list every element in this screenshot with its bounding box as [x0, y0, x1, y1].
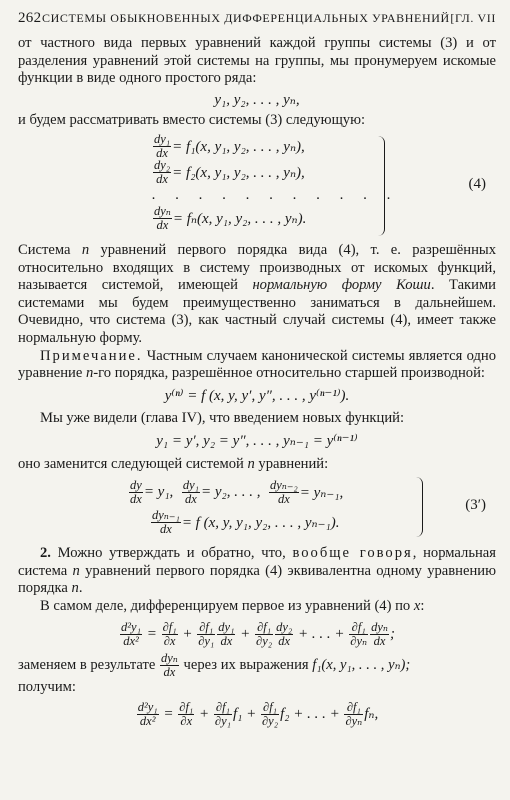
system-4-row-1-rhs: = f₁(x, y₁, y₂, . . . , yₙ), — [172, 139, 305, 156]
paragraph-4 — [18, 348, 496, 383]
text-span: , нормальная система — [18, 545, 496, 579]
text-span: уравнений первого порядка вида (4), т. е. разрешённых относительно входящих в систему производных от искомых функций, называется системой, имеющей — [18, 241, 497, 294]
rhs: = yₙ₋₁, — [299, 484, 344, 501]
text-span: заменяем в результате — [18, 657, 156, 674]
fraction: $\frac{\text{∂f₁}}{\partial x}$ — [179, 700, 194, 729]
fraction: $\frac{\text{dy₁}}{dx}$ — [218, 620, 235, 649]
system-4-row-1 — [152, 134, 399, 160]
fraction: $\frac{\text{dy₂}}{dx}$ — [276, 620, 293, 649]
equals-sign: = — [146, 626, 157, 643]
f2-symbol: f₂ — [280, 706, 290, 722]
fraction: $\frac{\text{dyₙ₋₂}}{dx}$ — [269, 477, 298, 506]
fraction: $\frac{\text{∂f₁}}{\text{∂y₁}}$ — [198, 620, 215, 649]
math-n: n — [247, 455, 255, 472]
system-4-row-3-rhs: = fₙ(x, y₁, y₂, . . . , yₙ). — [172, 211, 307, 228]
rhs: = y₂, . . . , — [200, 483, 261, 500]
fraction: $\frac{\text{dyₙ}}{dx}$ — [371, 620, 388, 649]
text-span: уравнений первого порядка (4) эквивалентна одному уравнению порядка — [18, 562, 496, 597]
rhs: = f (x, y, y₁, y₂, . . . , yₙ₋₁). — [181, 514, 340, 531]
paragraph-6 — [18, 456, 496, 474]
fraction: $\frac{\text{dyₙ₋₁}}{dx}$ — [152, 507, 180, 536]
text-span: Частным случаем канонической системы является одно уравнение — [18, 347, 496, 382]
math-x: x — [413, 597, 421, 614]
system-3-prime-row-2 — [128, 507, 343, 537]
equation-list: y₁, y₂, . . . , yₙ, — [214, 91, 300, 108]
text-span: Система — [18, 241, 82, 258]
fraction: $\frac{\text{dy₂}}{dx}$ — [154, 158, 171, 187]
chapter-label: [ГЛ. VII — [450, 11, 496, 25]
paragraph-9 — [18, 652, 496, 679]
text-span: В самом деле, дифференцируем первое из уравнений (4) по — [40, 597, 414, 614]
remark-label: Примечание. — [40, 347, 143, 364]
system-4-row-2-rhs: = f₂(x, y₁, y₂, . . . , yₙ), — [172, 165, 305, 182]
semicolon: ; — [389, 626, 395, 643]
fraction: $\frac{\text{d²y₁}}{\text{dx²}}$ — [121, 620, 141, 649]
fraction: $\frac{\text{dy₁}}{dx}$ — [154, 132, 171, 161]
emphasis-cauchy-form: нормальную форму Коши — [252, 277, 431, 294]
plus-sign: + — [199, 706, 210, 722]
equation-second-derivative — [18, 701, 496, 728]
page-number: 262 — [18, 10, 42, 26]
text-span: : — [420, 597, 425, 614]
system-3-prime — [18, 477, 496, 539]
paragraph-8 — [18, 598, 496, 616]
equation-derivative — [18, 621, 496, 648]
fraction: $\frac{dy}{dx}$ — [130, 477, 142, 506]
system-3-prime-row-1 — [128, 477, 343, 507]
fraction: $\frac{\text{∂f₁}}{\text{∂yₙ}}$ — [350, 620, 368, 649]
equation-substitution: y₁ = y′, y₂ = y″, . . . , yₙ₋₁ = y⁽ⁿ⁻¹⁾ — [156, 432, 358, 449]
fraction: $\frac{\text{dyₙ}}{dx}$ — [154, 204, 171, 233]
fraction: $\frac{\text{∂f₁}}{\text{∂yₙ}}$ — [345, 700, 363, 729]
text-span: . — [78, 580, 83, 597]
fraction: $\frac{\text{d²y₁}}{\text{dx²}}$ — [137, 700, 158, 729]
paragraph-3 — [18, 242, 496, 348]
fraction: $\frac{\text{∂f₁}}{\text{∂y₂}}$ — [261, 700, 279, 729]
f1-symbol: f₁ — [232, 706, 243, 722]
paragraph-7 — [18, 545, 496, 598]
right-brace — [378, 136, 385, 236]
math-expression: f₁(x, y₁, . . . , yₙ); — [312, 657, 411, 674]
paragraph-10: получим: — [18, 679, 76, 696]
fraction: $\frac{\text{∂f₁}}{\partial x}$ — [162, 620, 177, 649]
text-span: уравнений: — [254, 455, 329, 472]
plus-ellipsis: + . . . + — [298, 626, 345, 643]
text-span: через их выражения — [183, 657, 309, 674]
equation-number-3-prime: (3′) — [465, 497, 486, 514]
paragraph-5: Мы уже видели (глава IV), что введением новых функций: — [40, 410, 404, 427]
plus-sign: + — [240, 626, 251, 643]
equation-yn: y⁽ⁿ⁾ = f (x, y, y′, y″, . . . , y⁽ⁿ⁻¹⁾). — [164, 387, 350, 404]
fraction: $\frac{\text{∂f₁}}{\text{∂y₁}}$ — [214, 700, 231, 729]
right-brace — [416, 477, 423, 537]
math-n: n — [86, 365, 94, 382]
system-4-row-3 — [152, 206, 399, 232]
page-header — [18, 10, 496, 27]
text-span: Можно утверждать и обратно, что, — [50, 545, 293, 562]
plus-ellipsis: + . . . + — [293, 706, 340, 722]
text-span: -го порядка, разрешённое относительно старшей производной: — [93, 365, 485, 382]
rhs: = y₁, — [143, 483, 174, 500]
system-4-dots — [152, 186, 399, 206]
fn-symbol: fₙ, — [364, 706, 379, 722]
system-3-prime-rows — [128, 477, 343, 537]
fraction: $\frac{\text{dy₁}}{dx}$ — [182, 477, 199, 506]
equation-number-4: (4) — [468, 175, 486, 192]
system-4 — [18, 134, 496, 238]
paragraph-1: от частного вида первых уравнений каждой группы системы (3) и от разделения уравнений этой системы на группы, мы пронумеруем искомые функции в виде одного простого ряда: — [18, 35, 496, 87]
math-n: n — [71, 580, 79, 597]
ellipsis-row: . . . . . . . . . . . — [152, 187, 399, 204]
plus-sign: + — [246, 706, 257, 722]
system-4-row-2 — [152, 160, 399, 186]
equals-sign: = — [163, 706, 174, 722]
math-n: n — [72, 562, 80, 579]
fraction: $\frac{\text{dyₙ}}{dx}$ — [161, 651, 178, 680]
plus-sign: + — [182, 626, 193, 643]
text-span: оно заменится следующей системой — [18, 455, 248, 472]
emphasis-spaced: вообще говоря — [292, 545, 413, 562]
system-4-rows — [152, 134, 399, 232]
math-n: n — [81, 241, 90, 258]
fraction: $\frac{\text{∂f₁}}{\text{∂y₂}}$ — [256, 620, 273, 649]
text-span: . Такими системами мы будем преимущественно заниматься в дальнейшем. Очевидно, что система (3), как частный случай системы (4), имеет также нормальную форму. — [18, 277, 496, 346]
section-number: 2. — [40, 545, 51, 562]
running-title: СИСТЕМЫ ОБЫКНОВЕННЫХ ДИФФЕРЕНЦИАЛЬНЫХ УРАВНЕНИЙ — [42, 11, 450, 25]
paragraph-2: и будем рассматривать вместо системы (3) следующую: — [18, 112, 366, 129]
